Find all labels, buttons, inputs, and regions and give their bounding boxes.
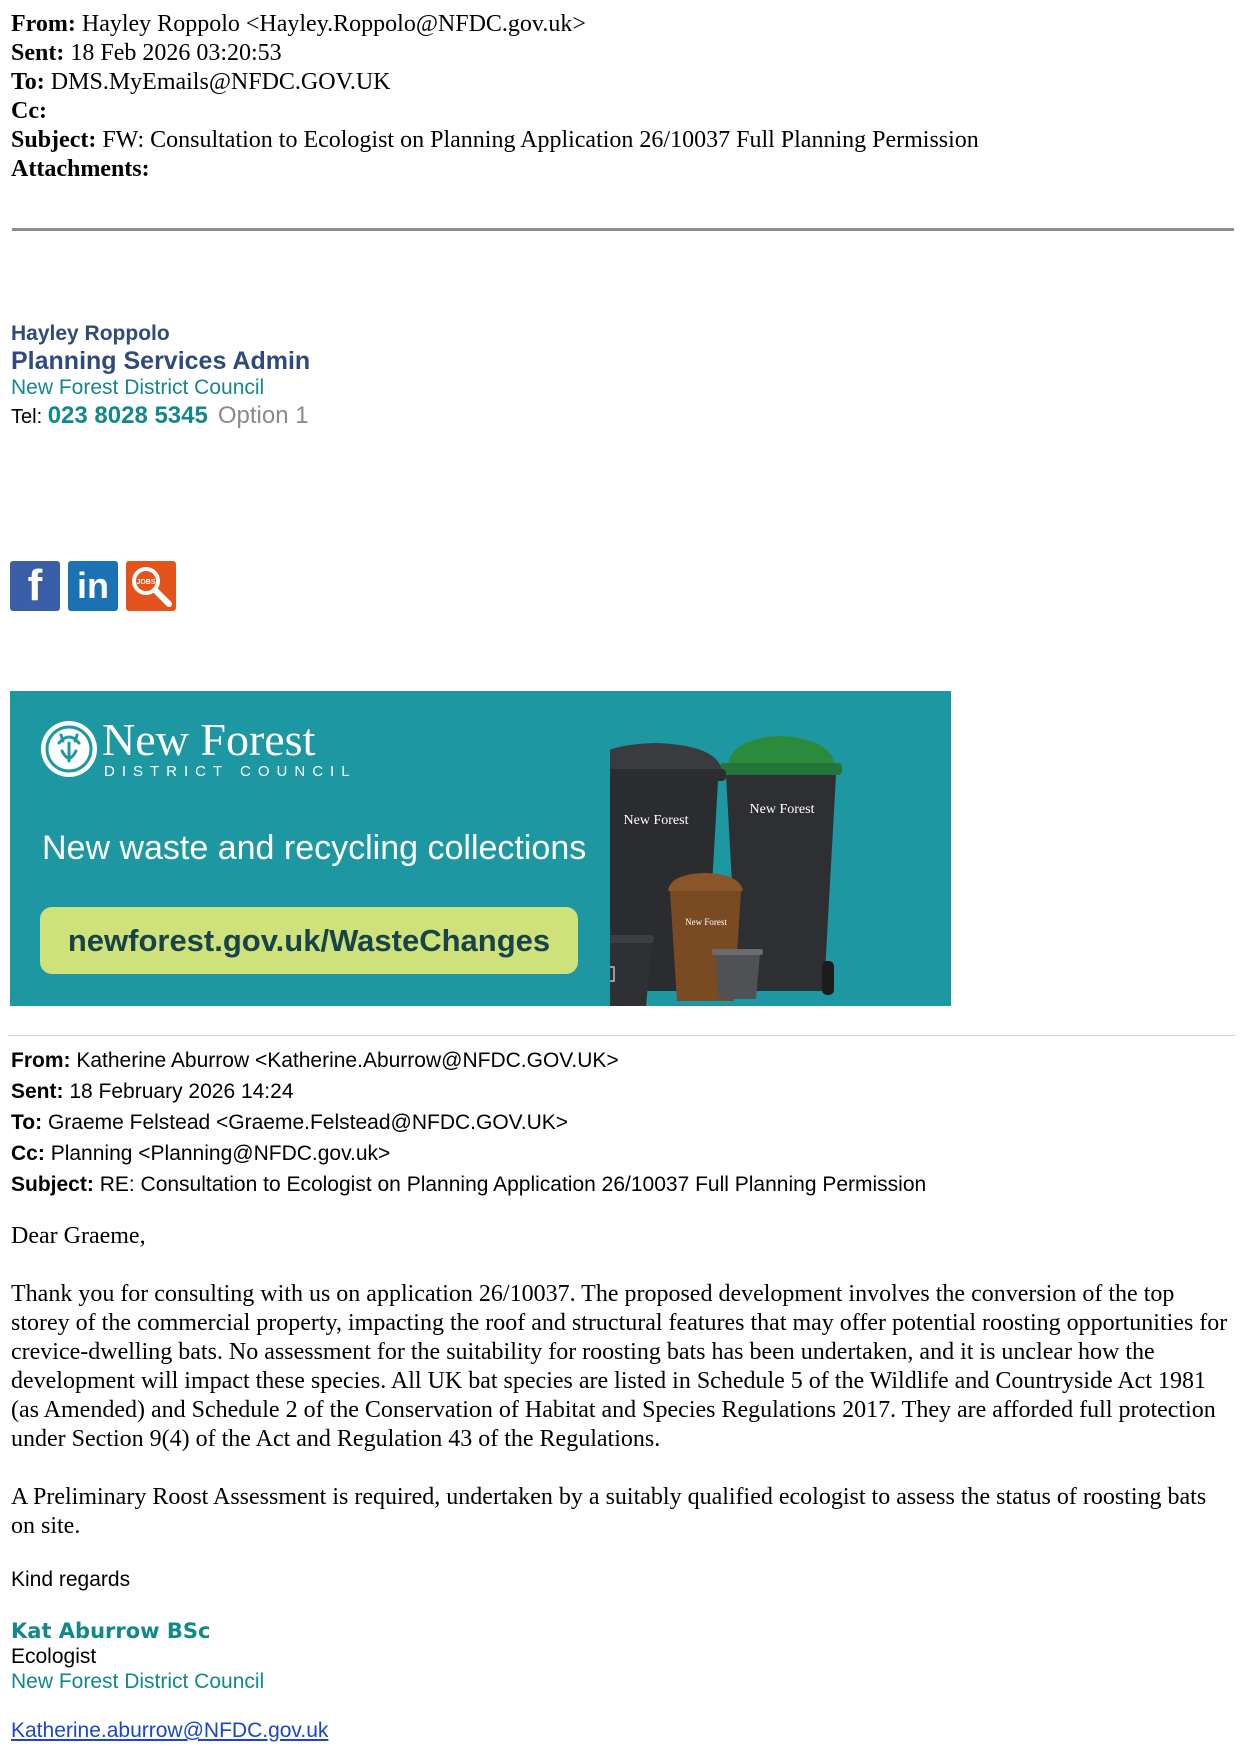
sender-role: Planning Services Admin bbox=[11, 347, 311, 375]
magnifier-icon bbox=[129, 564, 173, 608]
inner-email-header bbox=[11, 1045, 926, 1200]
inner-to-value: Graeme Felstead <Graeme.Felstead@NFDC.GOV.UK> bbox=[47, 1111, 569, 1134]
to-row bbox=[11, 68, 979, 97]
sender-name: Hayley Roppolo bbox=[11, 322, 170, 345]
subject-row bbox=[11, 126, 979, 155]
sent-value: 18 Feb 2026 03:20:53 bbox=[70, 40, 282, 66]
inner-from-label: From: bbox=[11, 1049, 71, 1072]
from-row bbox=[11, 10, 979, 39]
linkedin-glyph: in bbox=[77, 565, 109, 606]
sender-signature bbox=[11, 322, 310, 433]
ecologist-email-link[interactable]: Katherine.aburrow@NFDC.gov.uk bbox=[11, 1719, 329, 1742]
inner-cc-row bbox=[11, 1138, 926, 1169]
inner-subject-label: Subject: bbox=[11, 1173, 94, 1196]
council-logo-icon bbox=[41, 721, 97, 777]
forward-divider bbox=[8, 1035, 1236, 1036]
tel-label: Tel: bbox=[11, 406, 43, 428]
sent-label: Sent: bbox=[11, 40, 65, 66]
cc-label: Cc: bbox=[11, 98, 47, 124]
logo-subtitle: DISTRICT COUNCIL bbox=[104, 763, 357, 780]
sender-org: New Forest District Council bbox=[11, 376, 265, 399]
inner-cc-label: Cc: bbox=[11, 1142, 45, 1165]
sent-row bbox=[11, 39, 979, 68]
ecologist-org: New Forest District Council bbox=[11, 1670, 265, 1693]
tel-option: Option 1 bbox=[217, 402, 309, 429]
attachments-label: Attachments: bbox=[11, 156, 150, 182]
closing: Kind regards bbox=[11, 1568, 131, 1591]
inner-cc-value: Planning <Planning@NFDC.gov.uk> bbox=[50, 1142, 391, 1165]
inner-sent-row bbox=[11, 1076, 926, 1107]
cc-row bbox=[11, 97, 979, 126]
jobs-search-icon[interactable] bbox=[126, 561, 176, 611]
inner-subject-row bbox=[11, 1169, 926, 1200]
linkedin-icon[interactable] bbox=[68, 561, 118, 611]
waste-collection-banner[interactable] bbox=[10, 691, 951, 1006]
inner-from-row bbox=[11, 1045, 926, 1076]
to-label: To: bbox=[11, 69, 45, 95]
wheelie-bins-illustration bbox=[610, 731, 950, 1006]
black-bin-label: New Forest bbox=[623, 813, 689, 828]
sender-phone bbox=[11, 400, 310, 433]
logo-title: New Forest bbox=[102, 714, 316, 765]
inner-subject-value: RE: Consultation to Ecologist on Planning Application 26/10037 Full Planning Permission bbox=[99, 1173, 927, 1196]
from-label: From: bbox=[11, 11, 76, 37]
social-links bbox=[10, 561, 176, 611]
message-paragraph-2: A Preliminary Roost Assessment is required, undertaken by a suitably qualified ecologist to assess the status of roosting bats on site. bbox=[11, 1484, 1207, 1539]
subject-value: FW: Consultation to Ecologist on Planning Application 26/10037 Full Planning Permission bbox=[102, 127, 979, 153]
green-bin-label: New Forest bbox=[749, 802, 815, 817]
jobs-text: JOBS bbox=[136, 579, 156, 586]
ecologist-role: Ecologist bbox=[11, 1645, 97, 1668]
from-value: Hayley Roppolo <Hayley.Roppolo@NFDC.gov.uk> bbox=[81, 11, 586, 37]
banner-headline: New waste and recycling collections bbox=[42, 829, 587, 867]
greeting: Dear Graeme, bbox=[11, 1223, 146, 1249]
ecologist-signature bbox=[11, 1619, 264, 1694]
facebook-icon[interactable] bbox=[10, 561, 60, 611]
attachments-row bbox=[11, 155, 979, 184]
header-divider bbox=[12, 228, 1234, 231]
outer-email-header bbox=[11, 10, 979, 184]
inner-sent-value: 18 February 2026 14:24 bbox=[69, 1080, 294, 1103]
inner-to-label: To: bbox=[11, 1111, 43, 1134]
ecologist-name: Kat Aburrow BSc bbox=[11, 1619, 211, 1643]
to-value: DMS.MyEmails@NFDC.GOV.UK bbox=[50, 69, 391, 95]
inner-to-row bbox=[11, 1107, 926, 1138]
subject-label: Subject: bbox=[11, 127, 97, 153]
tel-number: 023 8028 5345 bbox=[47, 402, 208, 429]
facebook-glyph: f bbox=[27, 561, 43, 610]
inner-from-value: Katherine Aburrow <Katherine.Aburrow@NFDC.GOV.UK> bbox=[76, 1049, 619, 1072]
brown-bin-label: New Forest bbox=[685, 917, 727, 927]
inner-sent-label: Sent: bbox=[11, 1080, 64, 1103]
message-paragraph-1: Thank you for consulting with us on application 26/10037. The proposed development involves the conversion of the top storey of the commercial property, impacting the roof and structural features that may offer potential roosting opportunities for crevice-dwelling bats. No assessment for the suitability for roosting bats has been undertaken, and it is unclear how the development will impact these species. All UK bat species are listed in Schedule 5 of the Wildlife and Countryside Act 1981 (as Amended) and Schedule 2 of the Conservation of Habitat and Species Regulations 2017. They are afforded full protection under Section 9(4) of the Act and Regulation 43 of the Regulations. bbox=[11, 1281, 1228, 1452]
banner-url-link[interactable]: newforest.gov.uk/WasteChanges bbox=[40, 907, 578, 974]
